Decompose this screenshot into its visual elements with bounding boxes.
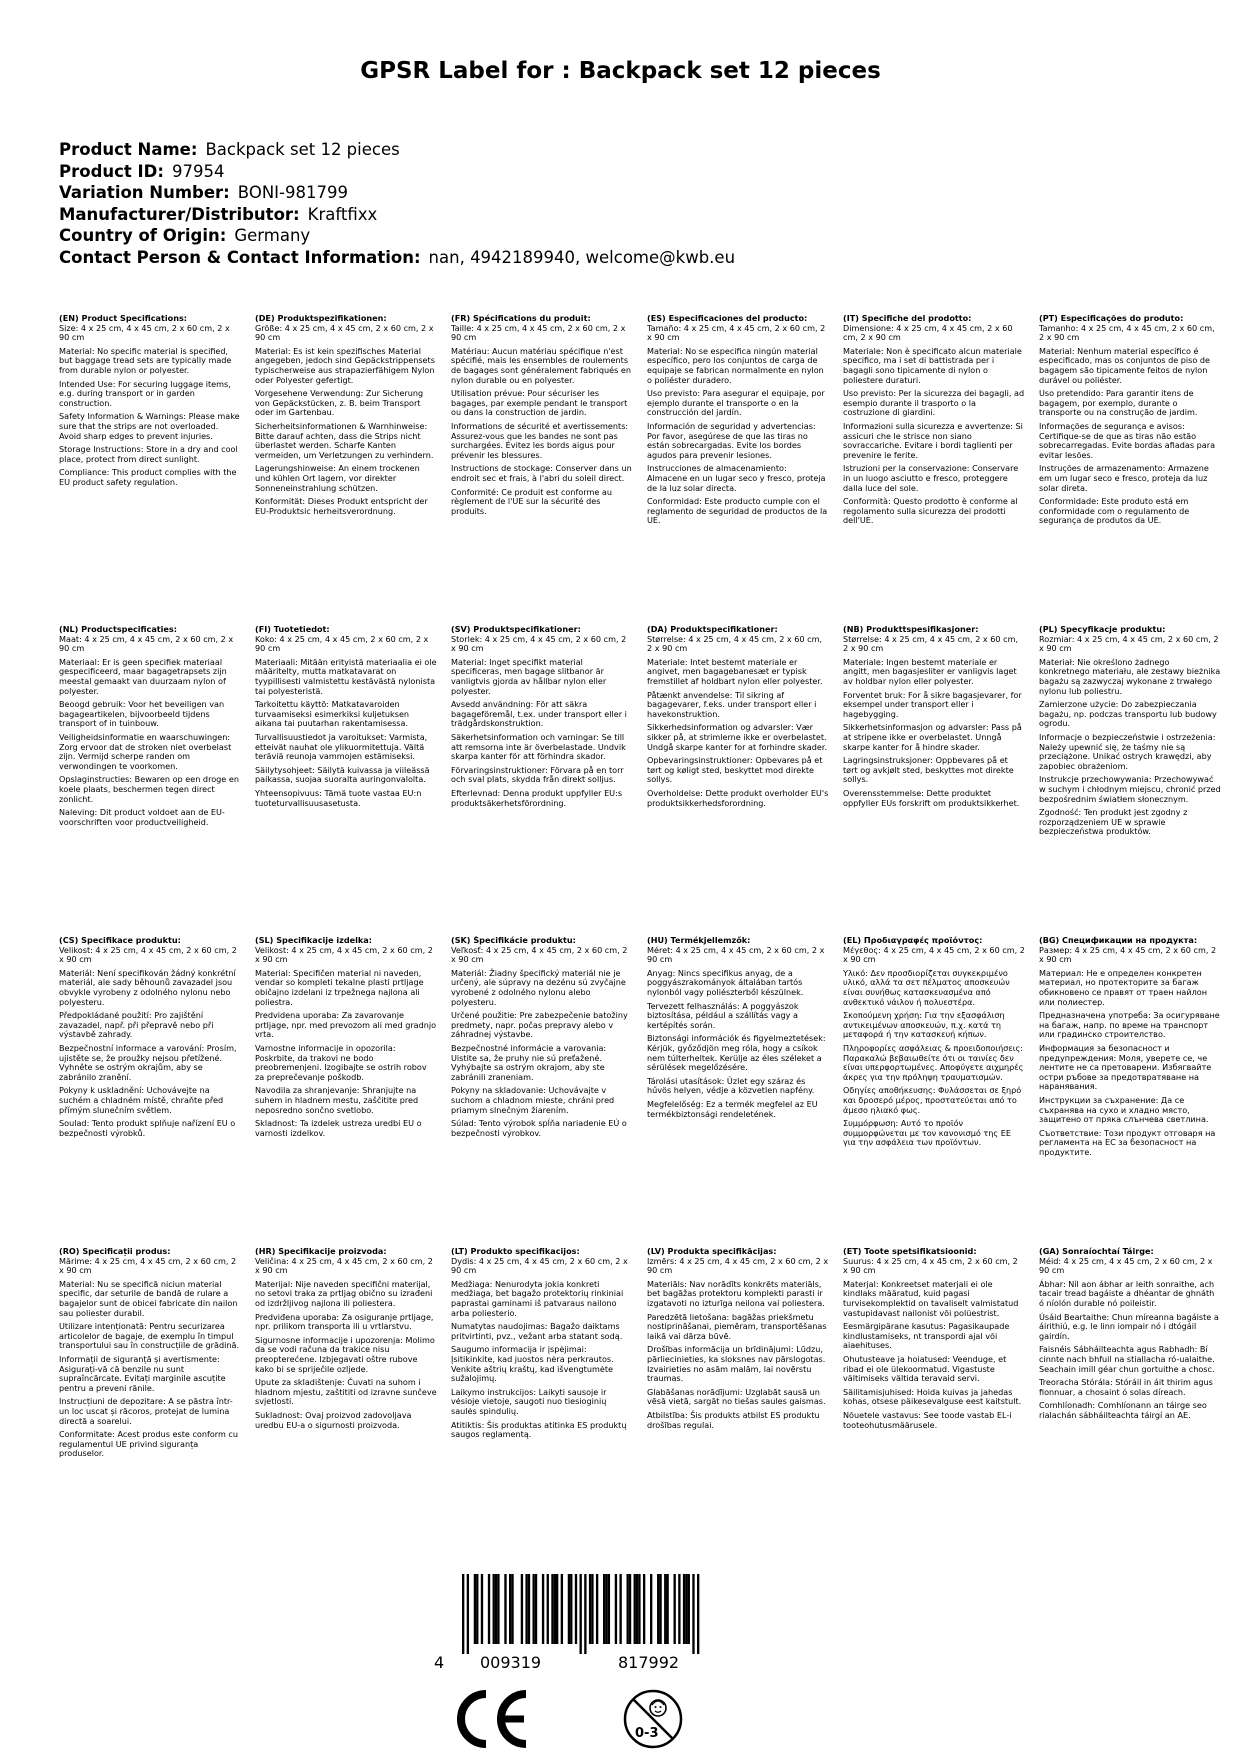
barcode-bar xyxy=(467,1574,469,1654)
spec-paragraph: Saugumo informacija ir įspėjimai: Įsitikinkite, kad juostos nėra perkrautos. Venkite aštrių kraštų, kad išvengtumėte sužalojimų. xyxy=(451,1344,614,1384)
spec-paragraph: Avsedd användning: För att säkra bagageföremål, t.ex. under transport eller i trädgårdskonstruktion. xyxy=(451,699,627,729)
spec-paragraph: Material: No specific material is specified, but baggage tread sets are typically made from durable nylon or polyester. xyxy=(59,345,232,375)
spec-paragraph: Overensstemmelse: Dette produktet oppfyller EUs forskrift om produktsikkerhet. xyxy=(843,787,1020,808)
info-row xyxy=(59,182,735,204)
spec-paragraph: Säilytysohjeet: Säilytä kuivassa ja viileässä paikassa, suojaa suoralta auringonvalolta. xyxy=(255,764,430,785)
spec-paragraph: Instrukcje przechowywania: Przechowywać w suchym i chłodnym miejscu, chronić przed bezpośrednim światłem słonecznym. xyxy=(1039,774,1221,804)
spec-text: Tamaño: 4 x 25 cm, 4 x 45 cm, 2 x 60 cm, 2 x 90 cm xyxy=(647,322,826,343)
spec-paragraph: Conformitate: Acest produs este conform cu regulamentul UE privind siguranța produselor. xyxy=(59,1429,238,1459)
spec-paragraph: Material: Nenhum material específico é especificado, mas os conjuntos de piso de bagagem são tipicamente feitos de nylon durável ou poliéster. xyxy=(1039,345,1211,385)
spec-paragraph: Uso previsto: Per la sicurezza dei bagagli, ad esempio durante il trasporto o la costruzione di giardini. xyxy=(843,388,1025,418)
spec-paragraph: Materiale: Ingen bestemt materiale er angitt, men bagasjesliter er vanligvis laget av holdbar nylon eller polyester. xyxy=(843,656,1017,686)
spec-paragraph: Varnostne informacije in opozorila: Poskrbite, da trakovi ne bodo preobremenjeni. Izogibajte se ostrih robov za preprečevanje poškodb. xyxy=(255,1042,427,1082)
spec-paragraph: Σκοπούμενη χρήση: Για την εξασφάλιση αντικειμένων αποσκευών, π.χ. κατά τη μεταφορά ή την κατασκευή κήπων. xyxy=(843,1010,1005,1040)
age-warning-icon xyxy=(622,1688,684,1750)
spec-paragraph: Eesmärgipärane kasutus: Pagasikaupade kindlustamiseks, nt transpordi ajal või aiaehituses. xyxy=(843,1321,1010,1351)
spec-paragraph: Instrucciones de almacenamiento: Almacene en un lugar seco y fresco, proteja de la luz solar directa. xyxy=(647,463,826,493)
spec-paragraph: Glabāšanas norādījumi: Uzglabāt sausā un vēsā vietā, sargāt no tiešas saules gaismas. xyxy=(647,1386,826,1407)
spec-heading: (EL) Προδιαγραφές προϊόντος: xyxy=(843,936,983,945)
spec-paragraph: Förvaringsinstruktioner: Förvara på en torr och sval plats, skydda från direkt solljus. xyxy=(451,764,624,785)
spec-block xyxy=(255,1247,437,1537)
spec-paragraph: Informações de segurança e avisos: Certifique-se de que as tiras não estão sobrecarregadas. Evite bordas afiadas para evitar lesões. xyxy=(1039,420,1216,460)
spec-block xyxy=(843,1247,1025,1537)
spec-size xyxy=(647,314,829,343)
spec-text: Maat: 4 x 25 cm, 4 x 45 cm, 2 x 60 cm, 2 x 90 cm xyxy=(59,633,234,654)
spec-paragraph: Material: Es ist kein spezifisches Material angegeben, jedoch sind Gepäckstrippensets typischerweise aus strapazierfähigem Nylon oder Polyester gefertigt. xyxy=(255,345,435,385)
spec-paragraph: Safety Information & Warnings: Please make sure that the strips are not overloaded. Avoid sharp edges to prevent injuries. xyxy=(59,411,240,441)
spec-heading: (NB) Produkttspesifikasjoner: xyxy=(843,625,979,634)
spec-size xyxy=(1039,936,1221,965)
spec-paragraph: Úsáid Beartaithe: Chun míreanna bagáiste a áirithiú, e.g. le linn iompair nó i dtógáil gairdín. xyxy=(1039,1311,1219,1341)
spec-text: Veličina: 4 x 25 cm, 4 x 45 cm, 2 x 60 cm, 2 x 90 cm xyxy=(255,1255,433,1276)
barcode-bar xyxy=(568,1574,570,1644)
info-value: Backpack set 12 pieces xyxy=(205,140,400,159)
spec-paragraph: Súlad: Tento výrobok spĺňa nariadenie EÚ o bezpečnosti výrobkov. xyxy=(451,1118,627,1138)
spec-block xyxy=(451,625,633,936)
spec-size xyxy=(451,936,633,965)
spec-paragraph: Materiale: Non è specificato alcun materiale specifico, ma i set di battistrada per i bagagli sono tipicamente di nylon o poliestere duraturi. xyxy=(843,345,1022,385)
spec-paragraph: Opslaginstructies: Bewaren op een droge en koele plaats, beschermen tegen direct zonlicht. xyxy=(59,774,239,804)
barcode-bar xyxy=(481,1574,483,1644)
spec-heading: (ET) Toote spetsifikatsioonid: xyxy=(843,1247,977,1256)
barcode-bar xyxy=(688,1574,690,1644)
spec-block xyxy=(843,625,1025,936)
info-row xyxy=(59,247,735,269)
spec-paragraph: Uso pretendido: Para garantir itens de bagagem, por exemplo, durante o transporte ou na construção de jardim. xyxy=(1039,388,1198,418)
spec-paragraph: Treoracha Stórála: Stóráil in áit thirim agus fionnuar, a chosaint ó solas díreach. xyxy=(1039,1377,1213,1397)
spec-block xyxy=(59,625,241,936)
spec-size xyxy=(647,625,829,654)
spec-block xyxy=(1039,1247,1221,1537)
ce-mark-icon xyxy=(452,1688,534,1750)
spec-heading: (HR) Specifikacije proizvoda: xyxy=(255,1247,387,1256)
info-row xyxy=(59,225,735,247)
spec-block xyxy=(1039,936,1221,1247)
barcode-bar xyxy=(643,1574,645,1644)
barcode-bar xyxy=(605,1574,607,1644)
spec-text: Storlek: 4 x 25 cm, 4 x 45 cm, 2 x 60 cm, 2 x 90 cm xyxy=(451,633,627,654)
spec-paragraph: Tárolási utasítások: Üzlet egy száraz és hűvös helyen, védje a közvetlen napfény. xyxy=(647,1075,815,1096)
spec-paragraph: Skladnost: Ta izdelek ustreza uredbi EU o varnosti izdelkov. xyxy=(255,1118,422,1138)
spec-heading: (GA) Sonraíochtaí Táirge: xyxy=(1039,1247,1154,1256)
spec-paragraph: Upute za skladištenje: Čuvati na suhom i hladnom mjestu, zaštititi od izravne sunčeve svjetlosti. xyxy=(255,1377,437,1407)
info-value: nan, 4942189940, welcome@kwb.eu xyxy=(428,247,736,267)
barcode-bar xyxy=(650,1574,652,1644)
info-label: Manufacturer/Distributor: xyxy=(59,204,300,224)
spec-paragraph: Informacje o bezpieczeństwie i ostrzeżenia: Należy upewnić się, że taśmy nie są przeciążone. Unikać ostrych krawędzi, aby zapobiec obrażeniom. xyxy=(1039,731,1216,771)
spec-text: Méret: 4 x 25 cm, 4 x 45 cm, 2 x 60 cm, 2 x 90 cm xyxy=(647,944,825,965)
spec-paragraph: Предназначена употреба: За осигуряване на багаж, напр. по време на транспорт или градинско строителство. xyxy=(1039,1010,1220,1040)
spec-paragraph: Материал: Не е определен конкретен материал, но протекторите за багаж обикновено се правят от траен найлон или полиестер. xyxy=(1039,967,1208,1007)
spec-heading: (SV) Produktspecifikationer: xyxy=(451,625,581,634)
spec-paragraph: Paredzētā lietošana: bagāžas priekšmetu nostiprināšanai, piemēram, transportēšanas laikā vai dārza būvē. xyxy=(647,1311,827,1341)
barcode-bar xyxy=(528,1574,530,1644)
spec-paragraph: Conformidad: Este producto cumple con el reglamento de seguridad de productos de la UE. xyxy=(647,496,828,526)
spec-paragraph: Uso previsto: Para asegurar el equipaje, por ejemplo durante el transporte o en la construcción del jardín. xyxy=(647,388,825,418)
spec-size xyxy=(647,1247,829,1276)
spec-heading: (IT) Specifiche del prodotto: xyxy=(843,314,972,323)
barcode-bar xyxy=(570,1574,572,1644)
spec-block xyxy=(1039,625,1221,936)
spec-paragraph: Material: No se especifica ningún material específico, pero los conjuntos de carga de equipaje se fabrican normalmente en nylon o poliéster duradero. xyxy=(647,345,824,385)
barcode-bar xyxy=(685,1574,687,1644)
info-value: 97954 xyxy=(171,161,225,181)
barcode-bar xyxy=(509,1574,511,1644)
spec-size xyxy=(59,1247,241,1276)
spec-paragraph: Navodila za shranjevanje: Shranjujte na suhem in hladnem mestu, zaščitite pred neposredno sončno svetlobo. xyxy=(255,1085,419,1115)
barcode-bar xyxy=(692,1574,694,1654)
barcode-bar xyxy=(634,1574,636,1644)
barcode-bar xyxy=(627,1574,629,1644)
spec-paragraph: Materiál: Žiadny špecifický materiál nie je určený, ale súpravy na dezénu sú zvyčajne vyrobené z odolného nylonu alebo polyesteru. xyxy=(451,967,626,1007)
barcode-bar xyxy=(561,1574,563,1644)
spec-text: Velikost: 4 x 25 cm, 4 x 45 cm, 2 x 60 cm, 2 x 90 cm xyxy=(59,944,237,965)
spec-paragraph: Инструкции за съхранение: Да се съхранява на сухо и хладно място, защитено от пряка слънчева светлина. xyxy=(1039,1094,1209,1125)
spec-paragraph: Sigurnosne informacije i upozorenja: Molimo da se vodi računa da trakice nisu preopterećene. Izbjegavati oštre rubove kako bi se spriječile ozljede. xyxy=(255,1334,435,1374)
barcode-bar xyxy=(615,1574,617,1644)
spec-grid xyxy=(59,314,1221,1537)
spec-heading: (SL) Specifikacije izdelka: xyxy=(255,936,373,945)
info-label: Product ID: xyxy=(59,161,164,181)
spec-paragraph: Nõuetele vastavus: See toode vastab EL-i tooteohutusmäärusele. xyxy=(843,1409,1012,1430)
info-value: Germany xyxy=(234,226,311,245)
spec-size xyxy=(59,625,241,654)
spec-paragraph: Určené použitie: Pre zabezpečenie batožiny predmety, napr. počas prepravy alebo v záhradnej výstavbe. xyxy=(451,1010,628,1040)
barcode-bar xyxy=(474,1574,476,1644)
barcode-bar xyxy=(619,1574,621,1644)
spec-paragraph: Atbilstība: Šis produkts atbilst ES produktu drošības regulai. xyxy=(647,1409,820,1430)
barcode-bar xyxy=(554,1574,556,1644)
barcode-bar xyxy=(535,1574,537,1644)
spec-paragraph: Konformität: Dieses Produkt entspricht der EU-Produktsic herheitsverordnung. xyxy=(255,496,428,516)
spec-paragraph: Säilitamisjuhised: Hoida kuivas ja jahedas kohas, otsese päikesevalguse eest kaitstult. xyxy=(843,1386,1022,1407)
spec-paragraph: Bezpečnostné informácie a varovania: Uistite sa, že pruhy nie sú preťažené. Vyhýbajte sa ostrým okrajom, aby ste zabránili zraneniam. xyxy=(451,1042,607,1082)
info-value: Kraftfixx xyxy=(307,204,378,224)
spec-paragraph: Predviđena uporaba: Za osiguranje prtljage, npr. prilikom transporta ili u vrtlarstvu. xyxy=(255,1311,434,1332)
spec-paragraph: Información de seguridad y advertencias: Por favor, asegúrese de que las tiras no están sobrecargadas. Evite los bordes agudos para prevenir lesiones. xyxy=(647,420,816,460)
spec-paragraph: Utilizare intenționată: Pentru securizarea articolelor de bagaje, de exemplu în timpul transportului sau în construcțiile de grădină. xyxy=(59,1321,240,1351)
barcode-bar xyxy=(659,1574,661,1644)
spec-heading: (RO) Specificații produs: xyxy=(59,1247,171,1256)
barcode-bar xyxy=(511,1574,513,1644)
spec-text: Koko: 4 x 25 cm, 4 x 45 cm, 2 x 60 cm, 2 x 90 cm xyxy=(255,633,429,654)
spec-paragraph: Materiāls: Nav norādīts konkrēts materiāls, bet bagāžas protektoru komplekti parasti ir izgatavoti no izturīga neilona vai poliestera. xyxy=(647,1278,825,1308)
spec-block xyxy=(59,1247,241,1537)
spec-paragraph: Storage Instructions: Store in a dry and cool place, protect from direct sunlight. xyxy=(59,444,238,464)
info-label: Country of Origin: xyxy=(59,226,227,245)
spec-heading: (SK) Špecifikácie produktu: xyxy=(451,936,576,945)
spec-text: Tamanho: 4 x 25 cm, 4 x 45 cm, 2 x 60 cm, 2 x 90 cm xyxy=(1039,322,1215,343)
spec-paragraph: Ábhar: Níl aon ábhar ar leith sonraithe, ach tacair tread bagáiste a dhéantar de ghnáth ó níolón durable nó poileistir. xyxy=(1039,1278,1215,1308)
spec-block xyxy=(59,314,241,625)
spec-paragraph: Instructions de stockage: Conserver dans un endroit sec et frais, à l'abri du soleil direct. xyxy=(451,463,632,483)
spec-text: Taille: 4 x 25 cm, 4 x 45 cm, 2 x 60 cm, 2 x 90 cm xyxy=(451,322,626,343)
barcode-bar xyxy=(462,1574,464,1654)
spec-size xyxy=(1039,625,1221,654)
spec-paragraph: Sukladnost: Ovaj proizvod zadovoljava uredbu EU-a o sigurnosti proizvoda. xyxy=(255,1409,412,1430)
spec-text: Mărime: 4 x 25 cm, 4 x 45 cm, 2 x 60 cm, 2 x 90 cm xyxy=(59,1255,237,1276)
spec-size xyxy=(451,625,633,654)
spec-paragraph: Säkerhetsinformation och varningar: Se till att remsorna inte är överbelastade. Undvik skarpa kanter för att förhindra skador. xyxy=(451,731,626,762)
spec-paragraph: Yhteensopivuus: Tämä tuote vastaa EU:n tuoteturvallisuusasetusta. xyxy=(255,787,422,808)
spec-size xyxy=(843,625,1025,654)
spec-paragraph: Atitiktis: Šis produktas atitinka ES produktų saugos reglamentą. xyxy=(451,1419,627,1440)
spec-paragraph: Opbevaringsinstruktioner: Opbevares på et tørt og køligt sted, beskyttet mod direkte sollys. xyxy=(647,755,823,785)
barcode-bar xyxy=(476,1574,478,1644)
spec-paragraph: Veiligheidsinformatie en waarschuwingen: Zorg ervoor dat de stroken niet overbelast zijn. Vermijd scherpe randen om verwondingen te voorkomen. xyxy=(59,731,232,771)
spec-heading: (LT) Produkto specifikacijos: xyxy=(451,1247,580,1256)
barcode-bar xyxy=(495,1574,497,1644)
spec-paragraph: Laikymo instrukcijos: Laikyti sausoje ir vėsioje vietoje, saugoti nuo tiesioginių saulės spindulių. xyxy=(451,1386,607,1416)
spec-block xyxy=(647,936,829,1247)
barcode-bar xyxy=(591,1574,593,1644)
spec-paragraph: Informations de sécurité et avertissements: Assurez-vous que les bandes ne sont pas surchargées. Évitez les bords aigus pour prévenir les blessures. xyxy=(451,420,629,460)
barcode-bar xyxy=(697,1574,699,1654)
spec-heading: (NL) Productspecificaties: xyxy=(59,625,177,634)
spec-paragraph: Sikkerhedsinformation og advarsler: Vær sikker på, at strimlerne ikke er overbelastet. Undgå skarpe kanter for at forhindre skader. xyxy=(647,722,828,752)
spec-paragraph: Material: Inget specifikt material specificeras, men bagage slitbanor är vanligtvis gjorda av hållbar nylon eller polyester. xyxy=(451,656,607,696)
spec-text: Størrelse: 4 x 25 cm, 4 x 45 cm, 2 x 60 cm, 2 x 90 cm xyxy=(647,633,823,654)
info-label: Product Name: xyxy=(59,140,198,159)
spec-paragraph: Comhlíonadh: Comhlíonann an táirge seo rialachán sábháilteachta táirgí an AE. xyxy=(1039,1400,1207,1420)
spec-size xyxy=(647,936,829,965)
spec-paragraph: Pokyny na skladovanie: Uchovávajte v suchom a chladnom mieste, chráni pred priamym slnečným žiarením. xyxy=(451,1085,615,1115)
spec-paragraph: Efterlevnad: Denna produkt uppfyller EU:s produktsäkerhetsförordning. xyxy=(451,787,623,808)
spec-paragraph: Turvallisuustiedot ja varoitukset: Varmista, etteivät nauhat ole ylikuormitettuja. Vältä teräviä reunoja vammojen estämiseksi. xyxy=(255,731,428,762)
spec-paragraph: Tervezett felhasználás: A poggyászok biztosítása, például a szállítás vagy a kertépítés során. xyxy=(647,1000,799,1030)
barcode-bar xyxy=(666,1574,668,1644)
spec-size xyxy=(255,936,437,965)
spec-block xyxy=(647,625,829,936)
spec-heading: (FI) Tuotetiedot: xyxy=(255,625,330,634)
spec-paragraph: Lagerungshinweise: An einem trockenen und kühlen Ort lagern, vor direkter Sonneneinstrahlung schützen. xyxy=(255,463,420,493)
spec-paragraph: Sicherheitsinformationen & Warnhinweise: Bitte darauf achten, dass die Strips nicht überlastet werden. Scharfe Kanten vermeiden, um Verletzungen zu verhindern. xyxy=(255,420,434,460)
spec-paragraph: Drošības informācija un brīdinājumi: Lūdzu, pārliecinieties, ka sloksnes nav pārslogotas. Izvairieties no asām malām, lai novērstu traumas. xyxy=(647,1344,826,1384)
barcode-bar xyxy=(575,1574,577,1644)
spec-heading: (PL) Specyfikacje produktu: xyxy=(1039,625,1166,634)
barcode-bar xyxy=(683,1574,685,1644)
spec-size xyxy=(255,1247,437,1276)
info-row xyxy=(59,139,735,161)
spec-size xyxy=(451,314,633,343)
barcode-digit-right: 817992 xyxy=(618,1653,680,1672)
spec-paragraph: Bezpečnostní informace a varování: Prosím, ujistěte se, že proužky nejsou přetížené. Vyhněte se ostrým okrajům, aby se zabránilo zranění. xyxy=(59,1042,237,1082)
spec-heading: (BG) Спецификации на продукта: xyxy=(1039,936,1198,945)
spec-block xyxy=(451,1247,633,1537)
spec-size xyxy=(59,314,241,343)
spec-paragraph: Naleving: Dit product voldoet aan de EU-voorschriften voor productveiligheid. xyxy=(59,807,225,827)
spec-size xyxy=(1039,314,1221,343)
spec-text: Størrelse: 4 x 25 cm, 4 x 45 cm, 2 x 60 cm, 2 x 90 cm xyxy=(843,633,1019,654)
spec-size xyxy=(843,1247,1025,1276)
spec-heading: (EN) Product Specifications: xyxy=(59,314,188,323)
spec-paragraph: Συμμόρφωση: Αυτό το προϊόν συμμορφώνεται με τον κανονισμό της ΕΕ για την ασφάλεια των προϊόντων. xyxy=(843,1118,1011,1148)
barcode-bar xyxy=(547,1574,549,1644)
barcode-bar xyxy=(525,1574,527,1644)
info-label: Variation Number: xyxy=(59,183,230,202)
spec-block xyxy=(843,936,1025,1247)
spec-text: Размер: 4 x 25 cm, 4 x 45 cm, 2 x 60 cm, 2 x 90 cm xyxy=(1039,944,1217,965)
spec-paragraph: Instruções de armazenamento: Armazene em um lugar seco e fresco, proteja da luz solar direta. xyxy=(1039,463,1209,493)
barcode-digit-lead: 4 xyxy=(434,1653,445,1672)
spec-heading: (PT) Especificações do produto: xyxy=(1039,314,1184,323)
spec-block xyxy=(1039,314,1221,625)
spec-paragraph: Materiál: Není specifikován žádný konkrétní materiál, ale sady běhounů zavazadel jsou obvykle vyrobeny z odolného nylonu nebo polyesteru. xyxy=(59,967,236,1007)
spec-paragraph: Material: Nu se specifică niciun material specific, dar seturile de bandă de rulare a bagajelor sunt de obicei fabricate din nailon sau poliester durabil. xyxy=(59,1278,238,1318)
spec-paragraph: Materiał: Nie określono żadnego konkretnego materiału, ale zestawy bieżnika bagażu są zazwyczaj wykonane z trwałego nylonu lub poliestru. xyxy=(1039,656,1221,696)
barcode xyxy=(434,1574,702,1672)
barcode-bar xyxy=(629,1574,631,1644)
age-label: 0-3 xyxy=(635,1726,659,1741)
spec-size xyxy=(1039,1247,1221,1276)
spec-paragraph: Zgodność: Ten produkt jest zgodny z rozporządzeniem UE w sprawie bezpieczeństwa produktów. xyxy=(1039,807,1188,837)
spec-paragraph: Medžiaga: Nenurodyta jokia konkreti medžiaga, bet bagažo protektorių rinkiniai paprastai gaminami iš patvaraus nailono arba poliesterio. xyxy=(451,1278,624,1318)
spec-paragraph: Anyag: Nincs specifikus anyag, de a poggyászrakományok általában tartós nylonból vagy poliészterből készülnek. xyxy=(647,967,804,997)
spec-text: Μέγεθος: 4 x 25 cm, 4 x 45 cm, 2 x 60 cm, 2 x 90 cm xyxy=(843,944,1025,965)
spec-heading: (DA) Produktspecifikationer: xyxy=(647,625,778,634)
spec-block xyxy=(647,1247,829,1537)
spec-paragraph: Material: Specifičen material ni naveden, vendar so kompleti tekalne plasti prtljage običajno izdelani iz trpežnega najlona ali poliestra. xyxy=(255,967,424,1007)
spec-paragraph: Conformità: Questo prodotto è conforme al regolamento sulla sicurezza dei prodotti dell'UE. xyxy=(843,496,1018,526)
spec-paragraph: Υλικό: Δεν προσδιορίζεται συγκεκριμένο υλικό, αλλά τα σετ πέλματος αποσκευών είναι συνήθως κατασκευασμένα από ανθεκτικό νάιλον ή πολυεστέρα. xyxy=(843,967,1010,1007)
spec-paragraph: Lagringsinstruksjoner: Oppbevares på et tørt og avkjølt sted, beskyttes mot direkte sollys. xyxy=(843,755,1014,785)
barcode-bar xyxy=(674,1574,676,1644)
spec-paragraph: Materijal: Nije naveden specifični materijal, no setovi traka za prtljag obično su izrađeni od izdržljivog najlona ili poliestera. xyxy=(255,1278,433,1308)
barcode-bar xyxy=(584,1574,586,1654)
spec-heading: (ES) Especificaciones del producto: xyxy=(647,314,808,323)
spec-block xyxy=(255,314,437,625)
spec-paragraph: Påtænkt anvendelse: Til sikring af bagagevarer, f.eks. under transport eller i havekonstruktion. xyxy=(647,689,817,719)
spec-paragraph: Forventet bruk: For å sikre bagasjevarer, for eksempel under transport eller i hagebygging. xyxy=(843,689,1022,719)
spec-paragraph: Информация за безопасност и предупреждения: Моля, уверете се, че лентите не са претоварени. Избягвайте остри ръбове за предотвратяване на наранявания. xyxy=(1039,1042,1212,1092)
spec-text: Veľkosť: 4 x 25 cm, 4 x 45 cm, 2 x 60 cm, 2 x 90 cm xyxy=(451,944,628,965)
barcode-bar xyxy=(636,1574,638,1644)
spec-heading: (LV) Produkta specifikācijas: xyxy=(647,1247,777,1256)
spec-text: Größe: 4 x 25 cm, 4 x 45 cm, 2 x 60 cm, 2 x 90 cm xyxy=(255,322,434,343)
spec-paragraph: Materiaali: Mitään erityistä materiaalia ei ole määritelty, mutta matkatavarat on tyypillisesti valmistettu kestävästä nylonista tai polyesteristä. xyxy=(255,656,437,696)
spec-paragraph: Beoogd gebruik: Voor het beveiligen van bagageartikelen, bijvoorbeeld tijdens transport of in tuinbouw. xyxy=(59,699,225,729)
barcode-bar xyxy=(657,1574,659,1644)
spec-heading: (FR) Spécifications du produit: xyxy=(451,314,591,323)
info-label: Contact Person & Contact Information: xyxy=(59,247,421,267)
page-title: GPSR Label for : Backpack set 12 pieces xyxy=(360,58,881,84)
spec-paragraph: Utilisation prévue: Pour sécuriser les bagages, par exemple pendant le transport ou dans la construction de jardin. xyxy=(451,388,628,418)
barcode-bar xyxy=(556,1574,558,1644)
barcode-bar xyxy=(497,1574,499,1644)
spec-paragraph: Съответствие: Този продукт отговаря на регламента на ЕС за безопасност на продуктите. xyxy=(1039,1127,1216,1157)
spec-block xyxy=(59,936,241,1247)
spec-paragraph: Tarkoitettu käyttö: Matkatavaroiden turvaamiseksi esimerkiksi kuljetuksen aikana tai puutarhan rakentamisessa. xyxy=(255,699,410,729)
barcode-bar xyxy=(504,1574,506,1644)
spec-paragraph: Ohutusteave ja hoiatused: Veenduge, et ribad ei ole ülekoormatud. Vigastuste vältimiseks vältida teravaid servi. xyxy=(843,1353,1007,1384)
spec-block xyxy=(451,936,633,1247)
spec-paragraph: Zamierzone użycie: Do zabezpieczania bagażu, np. podczas transportu lub budowy ogrodu. xyxy=(1039,699,1217,729)
barcode-bar xyxy=(638,1574,640,1644)
barcode-digit-left: 009319 xyxy=(480,1653,542,1672)
barcode-bar xyxy=(542,1574,544,1644)
info-row xyxy=(59,204,735,226)
barcode-bar xyxy=(608,1574,610,1644)
spec-paragraph: Overholdelse: Dette produkt overholder EU's produktsikkerhedsforordning. xyxy=(647,787,829,808)
spec-size xyxy=(843,314,1025,343)
info-row xyxy=(59,161,735,183)
spec-paragraph: Předpokládané použití: Pro zajištění zavazadel, např. při přepravě nebo při výstavbě zahrady. xyxy=(59,1010,214,1040)
spec-text: Izmērs: 4 x 25 cm, 4 x 45 cm, 2 x 60 cm, 2 x 90 cm xyxy=(647,1255,829,1276)
spec-text: Velikost: 4 x 25 cm, 4 x 45 cm, 2 x 60 cm, 2 x 90 cm xyxy=(255,944,433,965)
spec-size xyxy=(255,314,437,343)
barcode-bar xyxy=(521,1574,523,1644)
barcode-bar xyxy=(603,1574,605,1644)
spec-paragraph: Conformité: Ce produit est conforme au règlement de l'UE sur la sécurité des produits. xyxy=(451,486,612,516)
spec-block xyxy=(451,314,633,625)
spec-paragraph: Informazioni sulla sicurezza e avvertenze: Si assicuri che le strisce non siano sovraccariche. Evitare i bordi taglienti per prevenire le ferite. xyxy=(843,420,1023,460)
spec-text: Méid: 4 x 25 cm, 4 x 45 cm, 2 x 60 cm, 2 x 90 cm xyxy=(1039,1255,1213,1276)
spec-text: Rozmiar: 4 x 25 cm, 4 x 45 cm, 2 x 60 cm, 2 x 90 cm xyxy=(1039,633,1219,654)
barcode-bar xyxy=(589,1574,591,1644)
spec-paragraph: Compliance: This product complies with the EU product safety regulation. xyxy=(59,467,237,487)
spec-paragraph: Istruzioni per la conservazione: Conservare in un luogo asciutto e fresco, proteggere dalla luce del sole. xyxy=(843,463,1019,493)
spec-paragraph: Instrucțiuni de depozitare: A se păstra într- un loc uscat și răcoros, protejat de lumina directă a soarelui. xyxy=(59,1396,233,1426)
spec-block xyxy=(647,314,829,625)
spec-paragraph: Materiaal: Er is geen specifiek materiaal gespecificeerd, maar bagagetrapsets zijn meestal gemaakt van duurzaam nylon of polyester. xyxy=(59,656,227,696)
spec-paragraph: Megfelelőség: Ez a termék megfelel az EU termékbiztonsági rendeletének. xyxy=(647,1098,818,1119)
spec-paragraph: Predvidena uporaba: Za zavarovanje prtljage, npr. med prevozom ali med gradnjo vrta. xyxy=(255,1010,437,1040)
barcode-bar xyxy=(493,1574,495,1644)
spec-paragraph: Matériau: Aucun matériau spécifique n'est spécifié, mais les ensembles de roulements de bagages sont généralement fabriqués en nylon durable ou en polyester. xyxy=(451,345,631,385)
spec-paragraph: Pokyny k uskladnění: Uchovávejte na suchém a chladném místě, chraňte před přímým slunečním světlem. xyxy=(59,1085,224,1115)
spec-paragraph: Πληροφορίες ασφάλειας & προειδοποιήσεις: Παρακαλώ βεβαιωθείτε ότι οι ταινίες δεν είναι υπερφορτωμένες. Αποφύγετε αιχμηρές άκρες για την πρόληψη τραυματισμών. xyxy=(843,1042,1024,1082)
spec-size xyxy=(451,1247,633,1276)
spec-text: Size: 4 x 25 cm, 4 x 45 cm, 2 x 60 cm, 2 x 90 cm xyxy=(59,322,230,343)
spec-paragraph: Soulad: Tento produkt splňuje nařízení EU o bezpečnosti výrobků. xyxy=(59,1118,236,1138)
spec-paragraph: Conformidade: Este produto está em conformidade com o regulamento de segurança de produtos da UE. xyxy=(1039,496,1190,526)
spec-block xyxy=(255,936,437,1247)
spec-size xyxy=(59,936,241,965)
spec-heading: (DE) Produktspezifikationen: xyxy=(255,314,387,323)
spec-text: Dydis: 4 x 25 cm, 4 x 45 cm, 2 x 60 cm, 2 x 90 cm xyxy=(451,1255,628,1276)
barcode-bar xyxy=(580,1574,582,1654)
spec-block xyxy=(255,625,437,936)
spec-paragraph: Materjal: Konkreetset materjali ei ole kindlaks määratud, kuid pagasi turvisekomplektid on tavaliselt valmistatud vastupidavast nailonist või polüestrist. xyxy=(843,1278,1019,1318)
spec-text: Suurus: 4 x 25 cm, 4 x 45 cm, 2 x 60 cm, 2 x 90 cm xyxy=(843,1255,1018,1276)
spec-paragraph: Οδηγίες αποθήκευσης: Φυλάσσεται σε ξηρό και δροσερό μέρος, προστατεύεται από το άμεσο ηλιακό φως. xyxy=(843,1085,1022,1115)
product-info xyxy=(59,139,735,268)
spec-size xyxy=(255,625,437,654)
barcode-bar xyxy=(533,1574,535,1644)
spec-paragraph: Materiale: Intet bestemt materiale er angivet, men bagagebanesæt er typisk fremstillet af holdbart nylon eller polyester. xyxy=(647,656,823,686)
spec-paragraph: Vorgesehene Verwendung: Zur Sicherung von Gepäckstücken, z. B. beim Transport oder im Gartenbau. xyxy=(255,388,424,418)
barcode-bar xyxy=(596,1574,598,1644)
spec-paragraph: Faisnéis Sábháilteachta agus Rabhadh: Bí cinnte nach bhfuil na stiallacha ró-ualaithe. Seachain imill géar chun gortuithe a chosc. xyxy=(1039,1344,1215,1374)
spec-heading: (CS) Specifikace produktu: xyxy=(59,936,181,945)
spec-paragraph: Intended Use: For securing luggage items, e.g. during transport or in garden construction. xyxy=(59,378,231,408)
barcode-bar xyxy=(664,1574,666,1644)
spec-size xyxy=(843,936,1025,965)
spec-paragraph: Numatytas naudojimas: Bagažo daiktams pritvirtinti, pvz., vežant arba statant sodą. xyxy=(451,1321,623,1341)
spec-paragraph: Sikkerhetsinformasjon og advarsler: Pass på at stripene ikke er overbelastet. Unngå skarpe kanter for å hindre skader. xyxy=(843,722,1022,752)
barcode-bar xyxy=(678,1574,680,1644)
spec-heading: (HU) Termékjellemzők: xyxy=(647,936,751,945)
info-value: BONI-981799 xyxy=(237,183,348,202)
spec-block xyxy=(843,314,1025,625)
barcode-bar xyxy=(488,1574,490,1644)
spec-text: Dimensione: 4 x 25 cm, 4 x 45 cm, 2 x 60 cm, 2 x 90 cm xyxy=(843,322,1013,343)
spec-paragraph: Biztonsági információk és figyelmeztetések: Kérjük, győződjön meg róla, hogy a csíkok nem túlterheltek. Kerülje az éles széleket a sérülések megelőzésére. xyxy=(647,1033,826,1073)
spec-paragraph: Informații de siguranță și avertismente: Asigurați-vă că benzile nu sunt supraîncărcate. Evitați marginile ascuțite pentru a preveni rănile. xyxy=(59,1353,226,1393)
barcode-bar xyxy=(551,1574,553,1644)
